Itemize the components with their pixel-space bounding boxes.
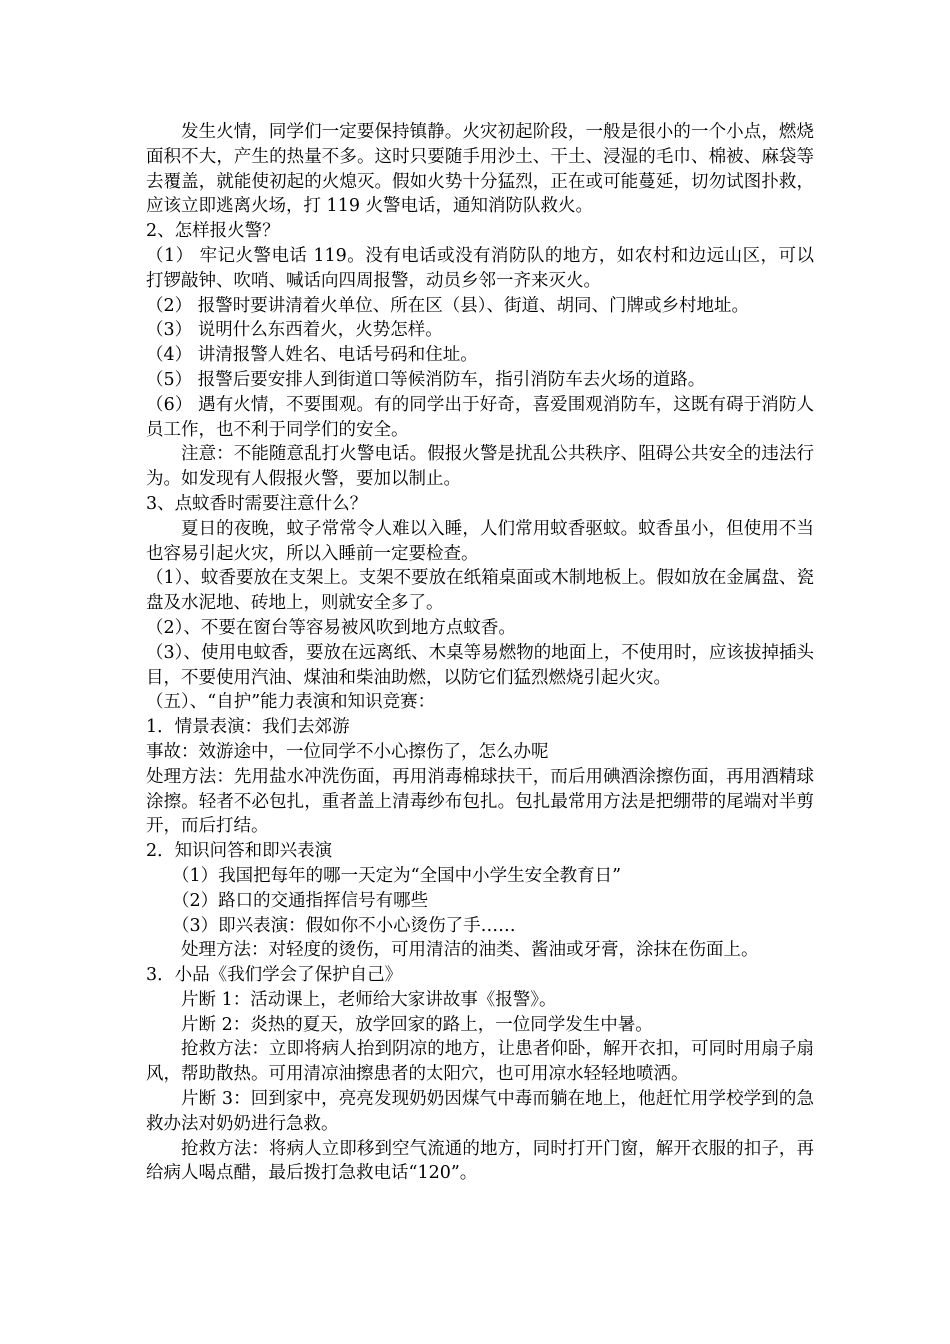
list-item-report-6: （6） 遇有火情，不要围观。有的同学出于好奇，喜爱围观消防车，这既有碍于消防人员工作，也不利于同学们的安全。: [146, 394, 814, 440]
list-item-report-2: （2） 报警时要讲清着火单位、所在区（县）、街道、胡同、门牌或乡村地址。: [146, 295, 749, 316]
list-item-report-1: （1） 牢记火警电话 119。没有电话或没有消防队的地方，如农村和边远山区，可以打锣敲钟、吹哨、喊话向四周报警，动员乡邻一齐来灭火。: [146, 245, 814, 291]
heading-mosquito-coil: 3、点蚊香时需要注意什么？: [146, 493, 368, 514]
paragraph-rescue-heatstroke: 抢救方法：立即将病人抬到阴凉的地方，让患者仰卧，解开衣扣，可同时用扇子扇风，帮助散热。可用清凉油擦患者的太阳穴，也可用凉水轻轻地喷洒。: [146, 1039, 814, 1085]
document-body: [146, 120, 814, 1186]
list-item-quiz-2: （2）路口的交通指挥信号有哪些: [172, 890, 429, 911]
paragraph-fragment-3: 片断 3：回到家中，亮亮发现奶奶因煤气中毒而躺在地上，他赶忙用学校学到的急救办法对奶奶进行急救。: [146, 1089, 814, 1134]
list-item-coil-1: （1）、蚊香要放在支架上。支架不要放在纸箱桌面或木制地板上。假如放在金属盘、瓷盘及水泥地、砖地上，则就安全多了。: [146, 568, 814, 614]
list-item-quiz-3: （3）即兴表演：假如你不小心烫伤了手……: [172, 915, 516, 936]
heading-self-protection: （五）、“自护”能力表演和知识竞赛：: [146, 692, 436, 713]
heading-quiz: 2．知识问答和即兴表演: [146, 841, 333, 862]
paragraph-summer-night: 夏日的夜晚，蚊子常常令人难以入睡，人们常用蚊香驱蚊。蚊香虽小，但使用不当也容易引起火灾，所以入睡前一定要检查。: [146, 518, 814, 564]
list-item-coil-2: （2）、不要在窗台等容易被风吹到地方点蚊香。: [146, 617, 516, 638]
paragraph-rescue-gas: 抢救方法：将病人立即移到空气流通的地方，同时打开门窗，解开衣服的扣子，再给病人喝点醋，最后拨打急救电话“120”。: [146, 1138, 814, 1184]
paragraph-fire-calm: 发生火情，同学们一定要保持镇静。火灾初起阶段，一般是很小的一个小点，燃烧面积不大，产生的热量不多。这时只要随手用沙土、干土、浸湿的毛巾、棉被、麻袋等去覆盖，就能使初起的火熄灭。假如火势十分猛烈，正在或可能蔓延，切勿试图扑救，应该立即逃离火场，打 119 火警电话，通知消防队救火。: [146, 122, 814, 217]
paragraph-treatment-burn: 处理方法：对轻度的烫伤，可用清洁的油类、酱油或牙膏，涂抹在伤面上。: [181, 940, 759, 961]
list-item-report-5: （5） 报警后要安排人到街道口等候消防车，指引消防车去火场的道路。: [146, 369, 706, 390]
list-item-quiz-1: （1）我国把每年的哪一天定为“全国中小学生安全教育日”: [172, 865, 622, 886]
list-item-report-3: （3） 说明什么东西着火，火势怎样。: [146, 320, 443, 341]
heading-skit: 3．小品《我们学会了保护自己》: [146, 965, 403, 986]
list-item-coil-3: （3）、使用电蚊香，要放在远离纸、木桌等易燃物的地面上，不使用时，应该拔掉插头目，不要使用汽油、煤油和柴油助燃，以防它们猛烈燃烧引起火灾。: [146, 642, 814, 688]
paragraph-fragment-2: 片断 2：炎热的夏天，放学回家的路上，一位同学发生中暑。: [181, 1014, 653, 1035]
paragraph-fragment-1: 片断 1：活动课上，老师给大家讲故事《报警》。: [181, 989, 557, 1010]
heading-scenario-outing: 1．情景表演：我们去郊游: [146, 717, 350, 738]
list-item-report-4: （4） 讲清报警人姓名、电话号码和住址。: [146, 345, 478, 366]
paragraph-treatment-scrape: 处理方法：先用盐水冲洗伤面，再用消毒棉球扶干，而后用碘酒涂擦伤面，再用酒精球涂擦。轻者不必包扎，重者盖上清毒纱布包扎。包扎最常用方法是把绷带的尾端对半剪开，而后打结。: [146, 766, 814, 837]
paragraph-note: 注意：不能随意乱打火警电话。假报火警是扰乱公共秩序、阻碍公共安全的违法行为。如发现有人假报火警，要加以制止。: [146, 444, 814, 490]
paragraph-accident: 事故：效游途中，一位同学不小心擦伤了，怎么办呢: [146, 741, 549, 762]
heading-how-to-report: 2、怎样报火警？: [146, 221, 280, 242]
